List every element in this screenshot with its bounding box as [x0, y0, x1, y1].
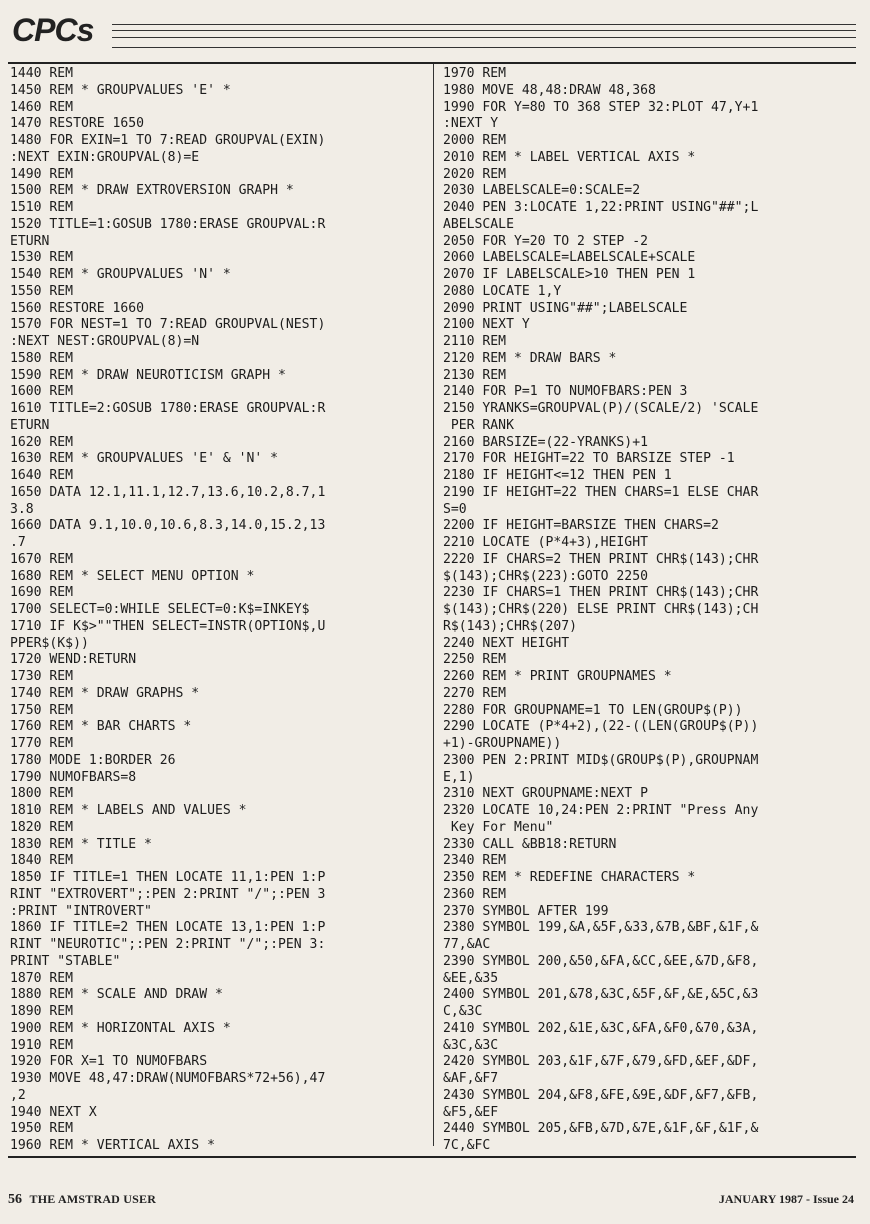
code-line: 2410 SYMBOL 202,&1E,&3C,&FA,&F0,&70,&3A, — [443, 1020, 759, 1036]
code-line: 2260 REM * PRINT GROUPNAMES * — [443, 669, 672, 684]
code-line: 1810 REM * LABELS AND VALUES * — [10, 803, 247, 818]
code-line: 1970 REM — [443, 66, 507, 81]
code-line: 1540 REM * GROUPVALUES 'N' * — [10, 267, 231, 282]
code-line: 1820 REM — [10, 819, 74, 835]
code-line: 2160 BARSIZE=(22-YRANKS)+1 — [443, 434, 648, 450]
code-line: 2010 REM * LABEL VERTICAL AXIS * — [443, 149, 696, 165]
code-line: 2230 IF CHARS=1 THEN PRINT CHR$(143);CHR — [443, 585, 759, 601]
code-line: +1)-GROUPNAME)) — [443, 736, 562, 751]
page-footer-left — [8, 1192, 156, 1208]
code-line: 2140 FOR P=1 TO NUMOFBARS:PEN 3 — [443, 384, 688, 400]
code-line: &F5,&EF — [443, 1104, 499, 1120]
code-line: 1630 REM * GROUPVALUES 'E' & 'N' * — [10, 451, 279, 467]
code-line: 2030 LABELSCALE=0:SCALE=2 — [443, 183, 641, 199]
code-line: 77,&AC — [443, 937, 491, 952]
code-line: R$(143);CHR$(207) — [443, 618, 578, 634]
code-line: 2370 SYMBOL AFTER 199 — [443, 903, 609, 919]
code-line: 2220 IF CHARS=2 THEN PRINT CHR$(143);CHR — [443, 551, 759, 567]
code-line: 1910 REM — [10, 1037, 74, 1053]
code-line: 1610 TITLE=2:GOSUB 1780:ERASE GROUPVAL:R — [10, 401, 326, 416]
code-line: ABELSCALE — [443, 216, 514, 232]
code-line: 1660 DATA 9.1,10.0,10.6,8.3,14.0,15.2,13 — [10, 518, 326, 534]
code-line: 2070 IF LABELSCALE>10 THEN PEN 1 — [443, 267, 696, 282]
code-line: 2310 NEXT GROUPNAME:NEXT P — [443, 786, 648, 802]
code-line: 2340 REM — [443, 853, 507, 869]
code-line: 2120 REM * DRAW BARS * — [443, 350, 617, 366]
code-line: 1470 RESTORE 1650 — [10, 116, 145, 132]
code-line: 2420 SYMBOL 203,&1F,&7F,&79,&FD,&EF,&DF, — [443, 1054, 759, 1070]
code-line: ,2 — [10, 1087, 26, 1103]
top-divider — [8, 62, 856, 64]
code-line: 2110 REM — [443, 334, 507, 349]
code-line: 2130 REM — [443, 367, 507, 383]
code-line: 2200 IF HEIGHT=BARSIZE THEN CHARS=2 — [443, 518, 719, 534]
code-line: :NEXT NEST:GROUPVAL(8)=N — [10, 334, 200, 349]
code-line: 1740 REM * DRAW GRAPHS * — [10, 685, 200, 701]
code-line: 1480 FOR EXIN=1 TO 7:READ GROUPVAL(EXIN) — [10, 133, 326, 148]
issue-label: JANUARY 1987 - Issue 24 — [718, 1192, 854, 1206]
code-line: 1710 IF K$>""THEN SELECT=INSTR(OPTION$,U — [10, 618, 326, 634]
code-line: 1550 REM — [10, 283, 74, 299]
code-line: 1770 REM — [10, 736, 74, 751]
code-line: 2280 FOR GROUPNAME=1 TO LEN(GROUP$(P)) — [443, 702, 743, 718]
code-line: 3.8 — [10, 501, 34, 517]
header-rule — [112, 24, 856, 48]
code-line: &3C,&3C — [443, 1037, 499, 1053]
code-line: 2270 REM — [443, 685, 507, 701]
code-line: 1760 REM * BAR CHARTS * — [10, 719, 192, 735]
code-line: 1980 MOVE 48,48:DRAW 48,368 — [443, 82, 656, 98]
code-line: 2300 PEN 2:PRINT MID$(GROUP$(P),GROUPNAM — [443, 752, 759, 768]
code-line: 1570 FOR NEST=1 TO 7:READ GROUPVAL(NEST) — [10, 317, 326, 333]
code-line: 1620 REM — [10, 434, 74, 450]
code-line: 1950 REM — [10, 1121, 74, 1137]
code-line: ETURN — [10, 417, 50, 433]
code-line: $(143);CHR$(223):GOTO 2250 — [443, 568, 648, 584]
code-line: 2040 PEN 3:LOCATE 1,22:PRINT USING"##";L — [443, 200, 759, 215]
bottom-rule — [8, 1156, 856, 1158]
code-line: 1960 REM * VERTICAL AXIS * — [10, 1138, 215, 1153]
code-line: 1490 REM — [10, 166, 74, 182]
code-line: S=0 — [443, 501, 467, 517]
code-line: 1510 REM — [10, 200, 74, 215]
code-line: 2350 REM * REDEFINE CHARACTERS * — [443, 870, 696, 885]
code-line: 2380 SYMBOL 199,&A,&5F,&33,&7B,&BF,&1F,& — [443, 920, 759, 936]
listing-right-column — [443, 66, 855, 1155]
code-line: 1450 REM * GROUPVALUES 'E' * — [10, 82, 231, 98]
code-line: PER RANK — [443, 417, 514, 433]
code-line: 1900 REM * HORIZONTAL AXIS * — [10, 1020, 231, 1036]
code-line: 1680 REM * SELECT MENU OPTION * — [10, 568, 255, 584]
code-line: 2080 LOCATE 1,Y — [443, 283, 562, 299]
code-line: RINT "NEUROTIC";:PEN 2:PRINT "/";:PEN 3: — [10, 937, 326, 952]
code-line: 2240 NEXT HEIGHT — [443, 635, 570, 651]
code-line: 2170 FOR HEIGHT=22 TO BARSIZE STEP -1 — [443, 451, 735, 467]
publication-name: THE AMSTRAD USER — [29, 1192, 157, 1206]
code-line: 1590 REM * DRAW NEUROTICISM GRAPH * — [10, 367, 286, 383]
column-divider — [433, 64, 434, 1146]
page-number: 56 — [8, 1192, 22, 1207]
code-line: 2430 SYMBOL 204,&F8,&FE,&9E,&DF,&F7,&FB, — [443, 1087, 759, 1103]
code-line: 2000 REM — [443, 133, 507, 148]
code-line: 1850 IF TITLE=1 THEN LOCATE 11,1:PEN 1:P — [10, 870, 326, 885]
code-line: 1800 REM — [10, 786, 74, 802]
listing-left-column — [10, 66, 424, 1155]
code-line: 1460 REM — [10, 99, 74, 115]
code-line: 1940 NEXT X — [10, 1104, 97, 1120]
code-line: :NEXT Y — [443, 116, 499, 132]
code-line: 1830 REM * TITLE * — [10, 836, 152, 852]
code-line: 1920 FOR X=1 TO NUMOFBARS — [10, 1054, 208, 1070]
code-line: 2050 FOR Y=20 TO 2 STEP -2 — [443, 233, 648, 249]
code-line: 2150 YRANKS=GROUPVAL(P)/(SCALE/2) 'SCALE — [443, 401, 759, 416]
code-line: 1930 MOVE 48,47:DRAW(NUMOFBARS*72+56),47 — [10, 1071, 326, 1086]
code-line: 2440 SYMBOL 205,&FB,&7D,&7E,&1F,&F,&1F,& — [443, 1121, 759, 1137]
code-line: 1870 REM — [10, 970, 74, 986]
code-line: 2290 LOCATE (P*4+2),(22-((LEN(GROUP$(P)) — [443, 719, 759, 735]
code-line: 1780 MODE 1:BORDER 26 — [10, 752, 176, 768]
code-line: 1600 REM — [10, 384, 74, 400]
code-line: 2360 REM — [443, 886, 507, 902]
code-line: 1500 REM * DRAW EXTROVERSION GRAPH * — [10, 183, 294, 199]
code-line: &EE,&35 — [443, 970, 499, 986]
code-line: 1690 REM — [10, 585, 74, 601]
code-line: C,&3C — [443, 1004, 483, 1019]
code-line: 2180 IF HEIGHT<=12 THEN PEN 1 — [443, 468, 672, 483]
code-line: 1640 REM — [10, 468, 74, 483]
code-line: :PRINT "INTROVERT" — [10, 903, 152, 919]
code-line: .7 — [10, 535, 26, 550]
code-line: 2390 SYMBOL 200,&50,&FA,&CC,&EE,&7D,&F8, — [443, 953, 759, 969]
code-line: 1530 REM — [10, 250, 74, 266]
code-line: E,1) — [443, 769, 475, 785]
code-line: 7C,&FC — [443, 1138, 491, 1153]
code-line: ETURN — [10, 233, 50, 249]
code-line: &AF,&F7 — [443, 1071, 499, 1086]
code-line: 1750 REM — [10, 702, 74, 718]
code-line: 1990 FOR Y=80 TO 368 STEP 32:PLOT 47,Y+1 — [443, 99, 759, 115]
code-line: RINT "EXTROVERT";:PEN 2:PRINT "/";:PEN 3 — [10, 886, 326, 902]
code-line: :NEXT EXIN:GROUPVAL(8)=E — [10, 149, 200, 165]
code-line: PPER$(K$)) — [10, 635, 89, 651]
code-line: 2190 IF HEIGHT=22 THEN CHARS=1 ELSE CHAR — [443, 484, 759, 500]
code-line: 2100 NEXT Y — [443, 317, 530, 333]
code-line: 1700 SELECT=0:WHILE SELECT=0:K$=INKEY$ — [10, 602, 310, 617]
code-line: PRINT "STABLE" — [10, 953, 121, 969]
code-line: 2400 SYMBOL 201,&78,&3C,&5F,&F,&E,&5C,&3 — [443, 987, 759, 1003]
code-line: 1880 REM * SCALE AND DRAW * — [10, 987, 223, 1003]
code-line: 1730 REM — [10, 669, 74, 684]
code-line: 1840 REM — [10, 853, 74, 869]
code-line: 1790 NUMOFBARS=8 — [10, 769, 137, 785]
code-line: 2320 LOCATE 10,24:PEN 2:PRINT "Press Any — [443, 803, 759, 818]
code-line: 1860 IF TITLE=2 THEN LOCATE 13,1:PEN 1:P — [10, 920, 326, 936]
code-line: 2020 REM — [443, 166, 507, 182]
code-line: 2330 CALL &BB18:RETURN — [443, 836, 617, 852]
code-line: 1720 WEND:RETURN — [10, 652, 137, 668]
code-line: Key For Menu" — [443, 819, 554, 835]
code-line: 1890 REM — [10, 1004, 74, 1019]
code-line: 2250 REM — [443, 652, 507, 668]
code-line: 2060 LABELSCALE=LABELSCALE+SCALE — [443, 250, 696, 266]
code-line: $(143);CHR$(220) ELSE PRINT CHR$(143);CH — [443, 602, 759, 617]
code-line: 2090 PRINT USING"##";LABELSCALE — [443, 300, 688, 316]
code-line: 1650 DATA 12.1,11.1,12.7,13.6,10.2,8.7,1 — [10, 484, 326, 500]
code-line: 2210 LOCATE (P*4+3),HEIGHT — [443, 535, 648, 550]
code-line: 1560 RESTORE 1660 — [10, 300, 145, 316]
code-line: 1440 REM — [10, 66, 74, 81]
code-line: 1520 TITLE=1:GOSUB 1780:ERASE GROUPVAL:R — [10, 216, 326, 232]
section-title: CPCs — [12, 12, 94, 48]
code-line: 1580 REM — [10, 350, 74, 366]
code-line: 1670 REM — [10, 551, 74, 567]
